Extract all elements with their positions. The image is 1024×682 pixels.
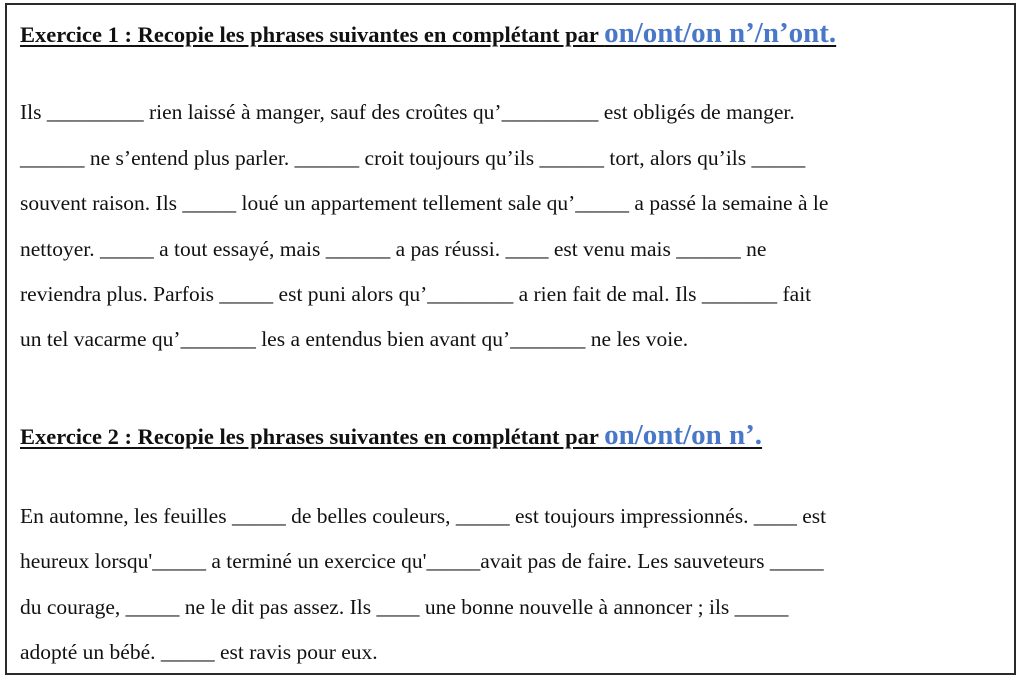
exercise-2-keywords: on/ont/on n’.: [604, 419, 763, 451]
exercise-2-line-3: du courage, _____ ne le dit pas assez. Ils ____ une bonne nouvelle à annoncer ; ils _____: [20, 595, 789, 619]
worksheet-frame: [5, 3, 1016, 675]
exercise-1-line-3: souvent raison. Ils _____ loué un appartement tellement sale qu’_____ a passé la semaine à le: [20, 191, 829, 215]
exercise-1-instruction: Exercice 1 : Recopie les phrases suivantes en complétant par: [20, 22, 605, 47]
exercise-1-line-1: Ils _________ rien laissé à manger, sauf des croûtes qu’_________ est obligés de manger.: [20, 100, 795, 124]
exercise-2-title: [20, 421, 762, 451]
exercise-2-instruction: Exercice 2 : Recopie les phrases suivantes en complétant par: [20, 424, 605, 449]
exercise-1-keywords: on/ont/on n’/n’ont.: [604, 17, 837, 49]
exercise-2-line-1: En automne, les feuilles _____ de belles couleurs, _____ est toujours impressionnés. ____ est: [20, 504, 827, 528]
exercise-2-line-2: heureux lorsqu'_____ a terminé un exercice qu'_____avait pas de faire. Les sauveteurs _____: [20, 549, 824, 573]
exercise-1-line-5: reviendra plus. Parfois _____ est puni alors qu’________ a rien fait de mal. Ils _______ fait: [20, 282, 812, 306]
exercise-2-line-4: adopté un bébé. _____ est ravis pour eux.: [20, 640, 378, 664]
exercise-1-line-4: nettoyer. _____ a tout essayé, mais ______ a pas réussi. ____ est venu mais ______ ne: [20, 237, 767, 261]
exercise-1-title: [20, 19, 836, 49]
exercise-1-line-6: un tel vacarme qu’_______ les a entendus bien avant qu’_______ ne les voie.: [20, 327, 689, 351]
exercise-1-line-2: ______ ne s’entend plus parler. ______ croit toujours qu’ils ______ tort, alors qu’ils _____: [20, 146, 806, 170]
